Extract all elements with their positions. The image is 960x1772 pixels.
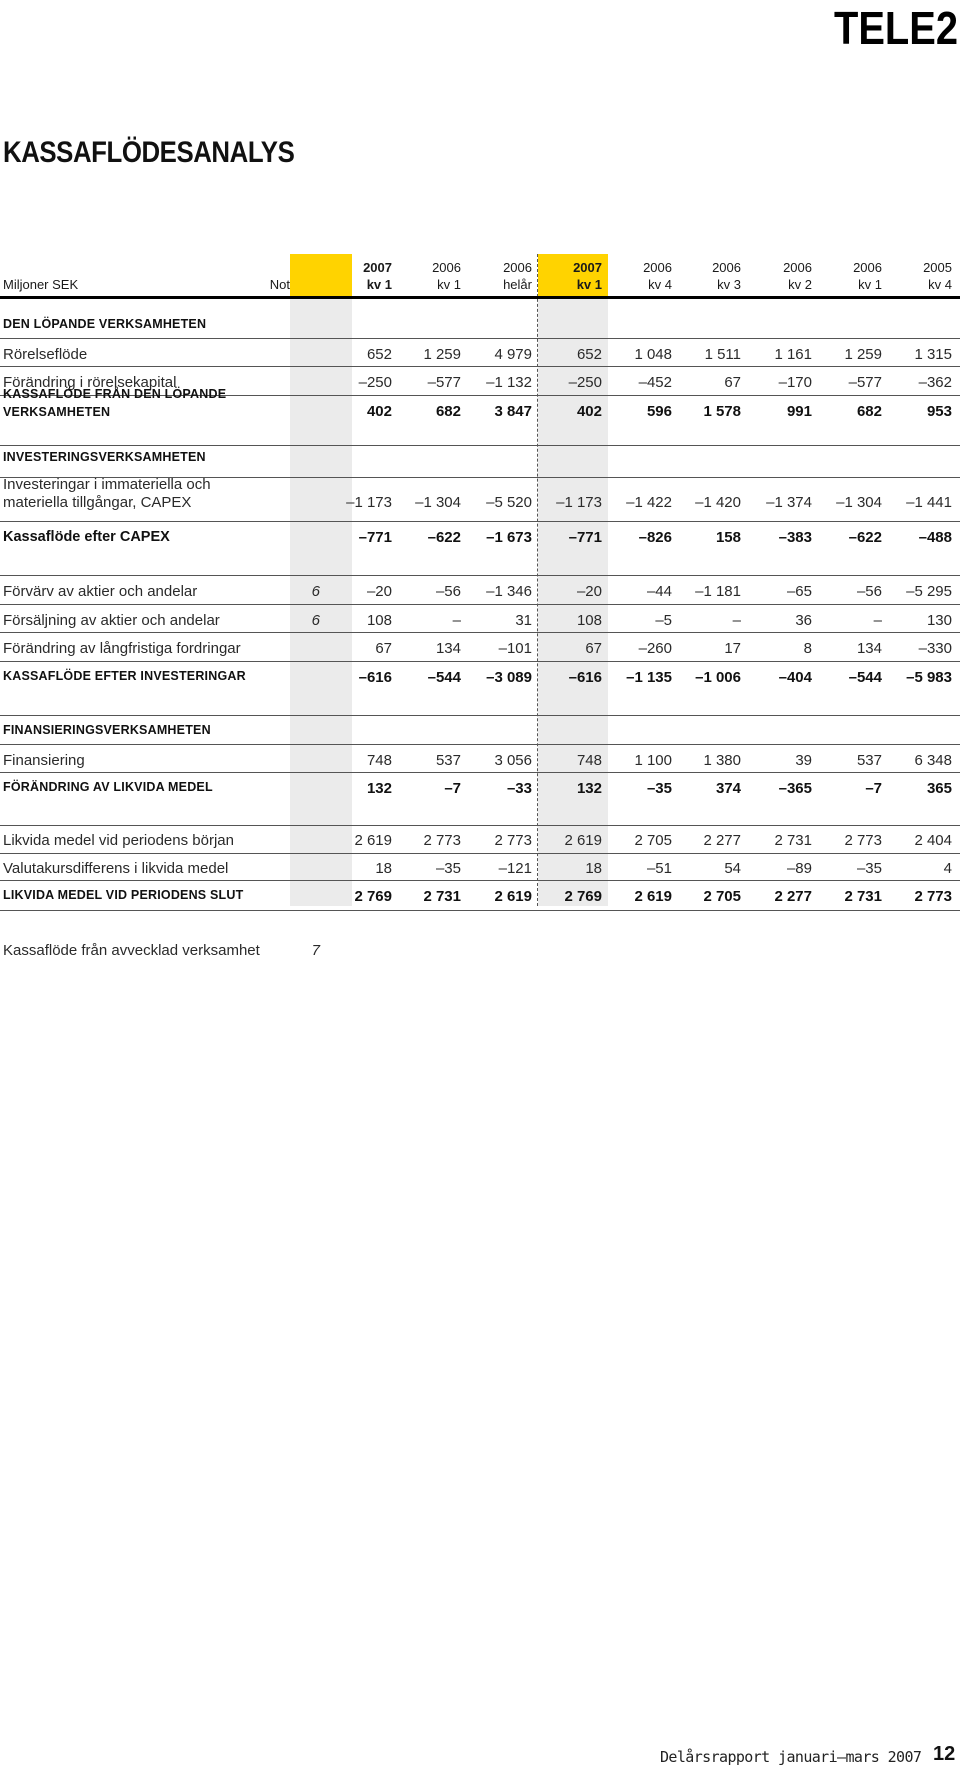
- row-label: Likvida medel vid periodens början: [3, 832, 234, 849]
- table-cell: 130: [926, 612, 952, 629]
- table-cell: 67: [724, 374, 741, 391]
- table-cell: 2 731: [844, 888, 882, 905]
- table-cell: 682: [856, 403, 882, 420]
- column-period: kv 4: [648, 277, 672, 292]
- table-cell: –544: [427, 669, 461, 686]
- table-cell: –35: [435, 860, 461, 877]
- table-cell: –5 520: [486, 494, 532, 511]
- table-cell: 2 773: [844, 832, 882, 849]
- column-year: 2005: [923, 260, 952, 275]
- table-cell: 1 259: [844, 346, 882, 363]
- table-cell: 953: [926, 403, 952, 420]
- table-cell: 374: [715, 780, 741, 797]
- column-period: kv 2: [788, 277, 812, 292]
- table-cell: –1 173: [346, 494, 392, 511]
- table-cell: 17: [724, 640, 741, 657]
- row-label: [3, 385, 226, 421]
- table-cell: –544: [848, 669, 882, 686]
- table-cell: –362: [918, 374, 952, 391]
- table-cell: 39: [795, 752, 812, 769]
- row-rule: [0, 880, 960, 881]
- table-cell: –1 135: [626, 669, 672, 686]
- table-cell: –452: [638, 374, 672, 391]
- column-period: helår: [503, 277, 532, 292]
- row-label: LIKVIDA MEDEL VID PERIODENS SLUT: [3, 888, 244, 902]
- table-cell: 2 705: [634, 832, 672, 849]
- row-rule: [0, 661, 960, 662]
- table-cell: –488: [918, 529, 952, 546]
- row-rule: [0, 853, 960, 854]
- row-label-line: materiella tillgångar, CAPEX: [3, 494, 192, 511]
- table-cell: 365: [926, 780, 952, 797]
- table-cell: 108: [576, 612, 602, 629]
- column-year: 2006: [783, 260, 812, 275]
- table-cell: –383: [778, 529, 812, 546]
- table-cell: 31: [515, 612, 532, 629]
- table-cell: 1 380: [703, 752, 741, 769]
- row-label: Kassaflöde efter CAPEX: [3, 529, 170, 545]
- table-cell: 132: [576, 780, 602, 797]
- table-cell: 2 731: [774, 832, 812, 849]
- table-cell: –51: [646, 860, 672, 877]
- table-cell: –101: [498, 640, 532, 657]
- column-year: 2006: [432, 260, 461, 275]
- table-cell: –56: [435, 583, 461, 600]
- page-title: KASSAFLÖDESANALYS: [3, 136, 295, 169]
- table-cell: –35: [646, 780, 672, 797]
- column-header: [812, 259, 882, 293]
- column-header: [532, 259, 602, 293]
- table-cell: 132: [366, 780, 392, 797]
- table-cell: –260: [638, 640, 672, 657]
- column-year: 2006: [712, 260, 741, 275]
- table-cell: –1 006: [695, 669, 741, 686]
- table-cell: –616: [568, 669, 602, 686]
- table-cell: –33: [506, 780, 532, 797]
- table-cell: 67: [585, 640, 602, 657]
- tele2-logo: [832, 2, 960, 50]
- table-cell: 537: [856, 752, 882, 769]
- table-cell: 1 578: [703, 403, 741, 420]
- row-label-line: VERKSAMHETEN: [3, 405, 111, 419]
- row-label: Förändring i rörelsekapital: [3, 374, 177, 391]
- table-cell: –5 295: [906, 583, 952, 600]
- table-cell: 2 769: [354, 888, 392, 905]
- row-label: KASSAFLÖDE EFTER INVESTERINGAR: [3, 669, 246, 683]
- row-label: INVESTERINGSVERKSAMHETEN: [3, 450, 206, 464]
- table-cell: –1 422: [626, 494, 672, 511]
- column-year: 2006: [853, 260, 882, 275]
- row-label: Förändring av långfristiga fordringar: [3, 640, 241, 657]
- table-cell: 2 769: [564, 888, 602, 905]
- table-cell: 18: [585, 860, 602, 877]
- table-cell: 2 404: [914, 832, 952, 849]
- table-cell: 1 259: [423, 346, 461, 363]
- table-cell: –5: [655, 612, 672, 629]
- column-year: 2006: [643, 260, 672, 275]
- discontinued-label: Kassaflöde från avvecklad verksamhet: [3, 942, 260, 959]
- table-cell: 652: [366, 346, 392, 363]
- table-cell: –622: [848, 529, 882, 546]
- table-cell: 108: [366, 612, 392, 629]
- table-cell: 6 348: [914, 752, 952, 769]
- row-rule: [0, 575, 960, 576]
- table-cell: –771: [568, 529, 602, 546]
- header-rule: [0, 296, 960, 299]
- table-cell: 3 056: [494, 752, 532, 769]
- table-cell: 402: [366, 403, 392, 420]
- column-period: kv 1: [366, 277, 392, 292]
- row-label: Rörelseflöde: [3, 346, 88, 363]
- table-cell: –1 304: [415, 494, 461, 511]
- row-label-line: KASSAFLÖDE FRÅN DEN LÖPANDE: [3, 387, 227, 401]
- table-cell: –250: [568, 374, 602, 391]
- table-cell: 36: [795, 612, 812, 629]
- table-cell: –404: [778, 669, 812, 686]
- column-period: kv 4: [928, 277, 952, 292]
- table-cell: –1 346: [486, 583, 532, 600]
- table-cell: 1 161: [774, 346, 812, 363]
- table-cell: –577: [427, 374, 461, 391]
- table-cell: 134: [435, 640, 461, 657]
- table-cell: –1 181: [695, 583, 741, 600]
- table-cell: 2 773: [494, 832, 532, 849]
- column-header: [602, 259, 672, 293]
- column-header: [462, 259, 532, 293]
- row-rule: [0, 825, 960, 826]
- table-cell: 748: [366, 752, 392, 769]
- table-cell: 991: [786, 403, 812, 420]
- table-cell: 54: [724, 860, 741, 877]
- table-cell: –365: [778, 780, 812, 797]
- table-cell: –1 374: [766, 494, 812, 511]
- table-cell: 652: [576, 346, 602, 363]
- table-cell: 3 847: [494, 403, 532, 420]
- row-label: FINANSIERINGSVERKSAMHETEN: [3, 723, 211, 737]
- table-cell: 1 511: [704, 346, 741, 363]
- row-rule: [0, 338, 960, 339]
- table-cell: 1 315: [914, 346, 952, 363]
- table-cell: –: [873, 612, 882, 629]
- unit-label: Miljoner SEK: [3, 277, 79, 292]
- table-cell: –577: [848, 374, 882, 391]
- table-cell: –1 441: [906, 494, 952, 511]
- table-cell: 2 619: [634, 888, 672, 905]
- footer-text: Delårsrapport januari–mars 2007: [660, 1748, 922, 1766]
- row-note: 6: [311, 583, 320, 600]
- row-label: Försäljning av aktier och andelar: [3, 612, 220, 629]
- table-cell: –826: [638, 529, 672, 546]
- column-header: [391, 259, 461, 293]
- column-period: kv 1: [576, 277, 602, 292]
- table-cell: –1 132: [486, 374, 532, 391]
- table-cell: 537: [435, 752, 461, 769]
- table-cell: –616: [358, 669, 392, 686]
- table-cell: 682: [435, 403, 461, 420]
- row-rule: [0, 910, 960, 911]
- row-rule: [0, 744, 960, 745]
- table-cell: 158: [715, 529, 741, 546]
- table-cell: –44: [646, 583, 672, 600]
- table-cell: 2 773: [914, 888, 952, 905]
- row-rule: [0, 632, 960, 633]
- logo-text: TELE2: [834, 2, 958, 50]
- table-cell: –7: [865, 780, 882, 797]
- row-rule: [0, 445, 960, 446]
- table-cell: 1 100: [634, 752, 672, 769]
- table-cell: –330: [918, 640, 952, 657]
- table-cell: –1 673: [486, 529, 532, 546]
- table-cell: 2 731: [423, 888, 461, 905]
- table-cell: –89: [786, 860, 812, 877]
- row-rule: [0, 715, 960, 716]
- table-cell: –: [452, 612, 461, 629]
- table-cell: 18: [375, 860, 392, 877]
- row-note: 6: [311, 612, 320, 629]
- table-cell: –121: [498, 860, 532, 877]
- row-label: [3, 476, 211, 512]
- page-number: 12: [933, 1743, 956, 1765]
- row-label-line: Investeringar i immateriella och: [3, 476, 211, 493]
- row-label: DEN LÖPANDE VERKSAMHETEN: [3, 317, 207, 331]
- table-cell: 2 705: [703, 888, 741, 905]
- table-cell: 4 979: [494, 346, 532, 363]
- column-header: [671, 259, 741, 293]
- table-cell: –20: [576, 583, 602, 600]
- table-cell: 2 773: [423, 832, 461, 849]
- table-cell: –250: [358, 374, 392, 391]
- table-cell: –1 173: [556, 494, 602, 511]
- column-year: 2007: [573, 260, 602, 275]
- table-cell: –5 983: [906, 669, 952, 686]
- column-header: [882, 259, 952, 293]
- table-cell: 134: [856, 640, 882, 657]
- row-label: Finansiering: [3, 752, 85, 769]
- table-cell: –622: [427, 529, 461, 546]
- discontinued-note: 7: [311, 942, 320, 959]
- column-period: kv 1: [858, 277, 882, 292]
- row-rule: [0, 604, 960, 605]
- table-cell: 748: [576, 752, 602, 769]
- table-cell: 2 277: [703, 832, 741, 849]
- row-label: Förvärv av aktier och andelar: [3, 583, 198, 600]
- table-cell: –1 304: [836, 494, 882, 511]
- column-year: 2007: [363, 260, 392, 275]
- table-cell: –65: [786, 583, 812, 600]
- table-cell: 8: [803, 640, 812, 657]
- table-cell: 402: [576, 403, 602, 420]
- table-cell: –1 420: [695, 494, 741, 511]
- column-year: 2006: [503, 260, 532, 275]
- table-cell: –: [732, 612, 741, 629]
- column-header: [742, 259, 812, 293]
- row-label: Valutakursdifferens i likvida medel: [3, 860, 229, 877]
- column-period: kv 1: [437, 277, 461, 292]
- row-rule: [0, 772, 960, 773]
- table-cell: 2 277: [774, 888, 812, 905]
- table-cell: 2 619: [564, 832, 602, 849]
- table-cell: 2 619: [494, 888, 532, 905]
- row-rule: [0, 366, 960, 367]
- table-cell: –20: [366, 583, 392, 600]
- table-cell: 2 619: [354, 832, 392, 849]
- table-cell: –170: [778, 374, 812, 391]
- row-rule: [0, 521, 960, 522]
- table-cell: 4: [943, 860, 952, 877]
- table-cell: 67: [375, 640, 392, 657]
- table-cell: –56: [856, 583, 882, 600]
- table-cell: –35: [856, 860, 882, 877]
- note-header: Not: [269, 277, 290, 292]
- table-cell: –771: [358, 529, 392, 546]
- table-cell: 596: [646, 403, 672, 420]
- column-period: kv 3: [717, 277, 741, 292]
- table-cell: –3 089: [486, 669, 532, 686]
- table-cell: 1 048: [634, 346, 672, 363]
- row-label: FÖRÄNDRING AV LIKVIDA MEDEL: [3, 780, 213, 794]
- table-cell: –7: [444, 780, 461, 797]
- column-header: [322, 259, 392, 293]
